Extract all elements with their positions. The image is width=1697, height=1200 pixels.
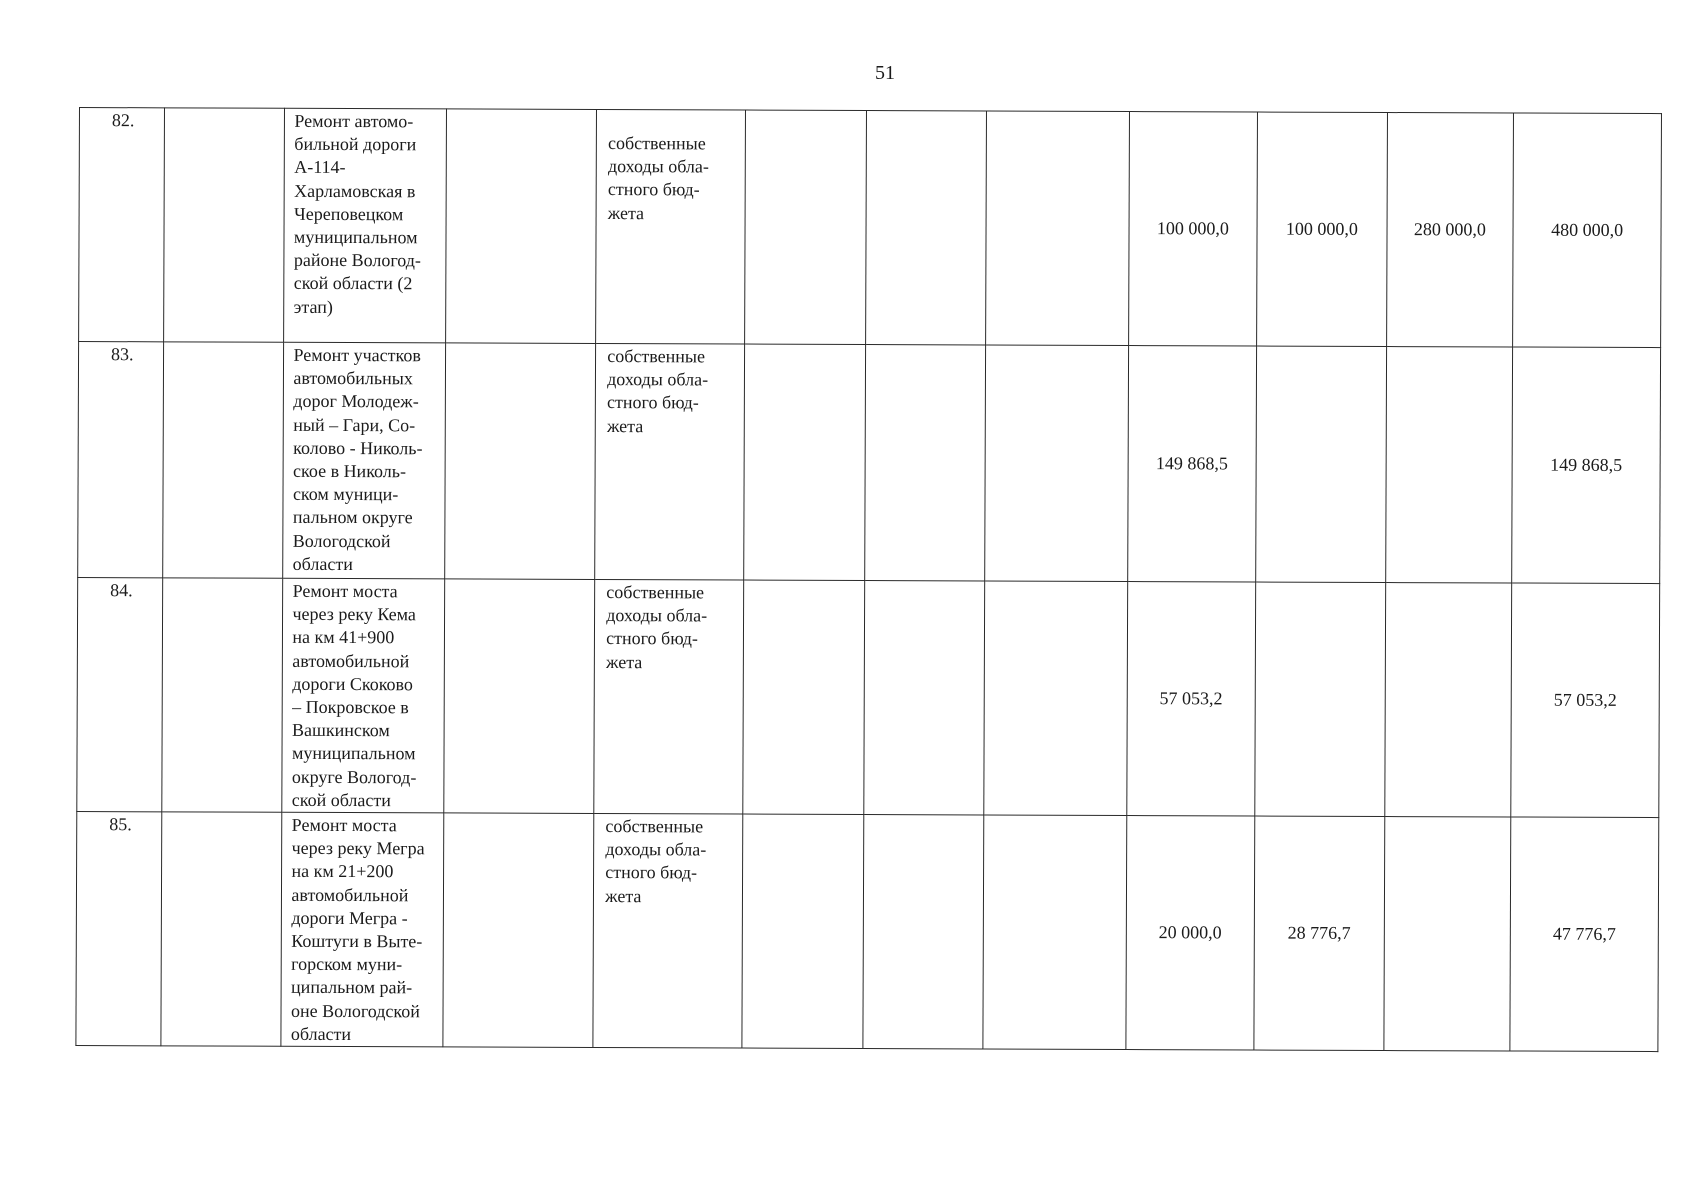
amount-cell xyxy=(1127,346,1256,582)
description-line: области xyxy=(290,1023,352,1044)
empty-cell xyxy=(866,111,986,345)
empty-cell xyxy=(984,581,1128,816)
budget-table xyxy=(75,107,1662,1052)
row-number: 83. xyxy=(111,344,134,365)
empty-cell xyxy=(744,344,866,580)
funding-source-cell xyxy=(596,109,746,344)
description-line: пальном округе xyxy=(292,507,413,528)
total-amount-cell xyxy=(1510,817,1659,1052)
empty-cell xyxy=(446,109,597,344)
description-line: горском муни- xyxy=(291,954,403,975)
description-line: через реку Мегра xyxy=(291,838,425,859)
total-amount-cell xyxy=(1513,113,1662,348)
description-line: ципальном рай- xyxy=(291,977,413,998)
description-line: на км 21+200 xyxy=(291,861,394,882)
row-number: 84. xyxy=(110,580,133,601)
amount-value: 100 000,0 xyxy=(1156,218,1229,239)
funding-source-line: жета xyxy=(606,651,643,672)
description-line: ской области xyxy=(291,789,391,811)
empty-cell xyxy=(742,814,864,1048)
table-row xyxy=(76,812,1659,1052)
description-cell xyxy=(284,108,447,343)
description-line: бильной дороги xyxy=(294,134,417,155)
description-line: Ремонт участков xyxy=(293,344,421,366)
amount-value: 28 776,7 xyxy=(1287,922,1351,943)
description-line: районе Вологод- xyxy=(293,250,421,271)
empty-cell xyxy=(863,815,983,1049)
description-line: муниципальном xyxy=(293,226,418,248)
empty-cell xyxy=(444,579,595,814)
funding-source-cell xyxy=(593,814,743,1049)
description-line: Вашкинском xyxy=(292,720,390,741)
table-row xyxy=(79,108,1662,348)
total-amount: 57 053,2 xyxy=(1553,689,1617,710)
amount-value: 149 868,5 xyxy=(1155,453,1228,474)
table-row xyxy=(78,342,1661,584)
description-line: ской области (2 xyxy=(293,273,413,294)
amount-cell xyxy=(1384,817,1511,1052)
total-amount-cell xyxy=(1511,583,1660,818)
description-cell xyxy=(283,342,446,579)
description-line: муниципальном xyxy=(291,743,416,764)
row-number-cell xyxy=(77,577,163,811)
amount-value: 100 000,0 xyxy=(1285,218,1358,239)
funding-source-line: стного бюд- xyxy=(607,179,700,200)
funding-source-line: стного бюд- xyxy=(607,392,699,413)
description-line: Ремонт моста xyxy=(292,580,398,602)
amount-value: 57 053,2 xyxy=(1159,688,1223,709)
empty-cell xyxy=(162,578,283,812)
row-number: 82. xyxy=(111,110,135,131)
description-line: ный – Гари, Со- xyxy=(293,414,416,435)
empty-cell xyxy=(743,580,865,814)
description-line: Вологодской xyxy=(292,530,391,551)
amount-value: 20 000,0 xyxy=(1158,922,1222,943)
empty-cell xyxy=(865,345,985,581)
funding-source-line: собственные xyxy=(606,582,705,603)
total-amount: 149 868,5 xyxy=(1550,454,1623,475)
amount-value: 280 000,0 xyxy=(1413,219,1486,240)
description-cell xyxy=(281,812,444,1047)
description-line: округе Вологод- xyxy=(291,766,417,787)
empty-cell xyxy=(445,343,596,580)
funding-source-line: стного бюд- xyxy=(605,862,698,883)
funding-source-line: жета xyxy=(605,885,642,906)
description-line: дороги Мегра - xyxy=(291,907,408,929)
funding-source-line: доходы обла- xyxy=(606,605,708,626)
amount-cell xyxy=(1385,347,1512,583)
description-line: – Покровское в xyxy=(292,696,409,718)
funding-source-line: доходы обла- xyxy=(607,369,709,390)
amount-cell xyxy=(1384,583,1511,818)
empty-cell xyxy=(161,812,282,1046)
description-line: ское в Николь- xyxy=(293,460,407,482)
table-row xyxy=(77,577,1660,817)
total-amount: 480 000,0 xyxy=(1551,219,1624,240)
funding-source-cell xyxy=(595,343,745,580)
empty-cell xyxy=(443,813,594,1048)
amount-cell xyxy=(1128,112,1257,346)
description-line: А-114- xyxy=(294,157,346,178)
description-line: автомобильной xyxy=(292,650,410,671)
description-line: Харламовская в xyxy=(294,180,416,201)
empty-cell xyxy=(864,581,984,815)
empty-cell xyxy=(985,345,1129,582)
empty-cell xyxy=(983,815,1127,1050)
funding-source-line: доходы обла- xyxy=(607,156,709,177)
description-line: Коштуги в Выте- xyxy=(291,930,423,952)
description-line: Череповецком xyxy=(294,203,404,225)
total-amount: 47 776,7 xyxy=(1552,923,1616,944)
funding-source-line: жета xyxy=(606,415,644,436)
total-amount-cell xyxy=(1512,347,1661,584)
funding-source-line: собственные xyxy=(605,816,704,837)
description-line: Ремонт моста xyxy=(291,814,397,836)
funding-source-line: собственные xyxy=(608,133,706,154)
description-line: колово - Николь- xyxy=(293,437,423,459)
description-line: Ремонт автомо- xyxy=(294,110,414,132)
row-number-cell xyxy=(76,812,162,1046)
description-line: оне Вологодской xyxy=(290,1000,420,1021)
amount-cell xyxy=(1125,816,1254,1051)
empty-cell xyxy=(985,111,1129,346)
amount-cell xyxy=(1255,582,1385,817)
description-line: дорог Молодеж- xyxy=(293,391,419,412)
empty-cell xyxy=(745,110,867,344)
table-body xyxy=(76,108,1662,1052)
funding-source-line: собственные xyxy=(607,346,706,367)
funding-source-line: доходы обла- xyxy=(605,839,707,860)
funding-source-line: жета xyxy=(607,202,645,223)
empty-cell xyxy=(164,108,285,342)
description-line: автомобильной xyxy=(291,884,409,905)
description-line: через реку Кема xyxy=(292,604,416,625)
page-number: 51 xyxy=(875,62,895,84)
empty-cell xyxy=(163,342,284,578)
description-line: области xyxy=(292,553,353,574)
funding-source-line: стного бюд- xyxy=(606,628,698,649)
description-line: этап) xyxy=(293,296,333,317)
description-line: автомобильных xyxy=(293,368,413,389)
description-line: ском муници- xyxy=(292,484,399,505)
funding-source-cell xyxy=(594,579,744,814)
amount-cell xyxy=(1256,346,1386,582)
row-number-cell xyxy=(79,108,165,342)
description-cell xyxy=(282,578,445,813)
amount-cell xyxy=(1126,582,1255,817)
amount-cell xyxy=(1257,112,1387,346)
description-line: дороги Скоково xyxy=(292,673,413,695)
amount-cell xyxy=(1386,113,1513,347)
row-number: 85. xyxy=(109,814,132,835)
description-line: на км 41+900 xyxy=(292,627,395,648)
row-number-cell xyxy=(78,342,164,578)
amount-cell xyxy=(1254,816,1384,1051)
